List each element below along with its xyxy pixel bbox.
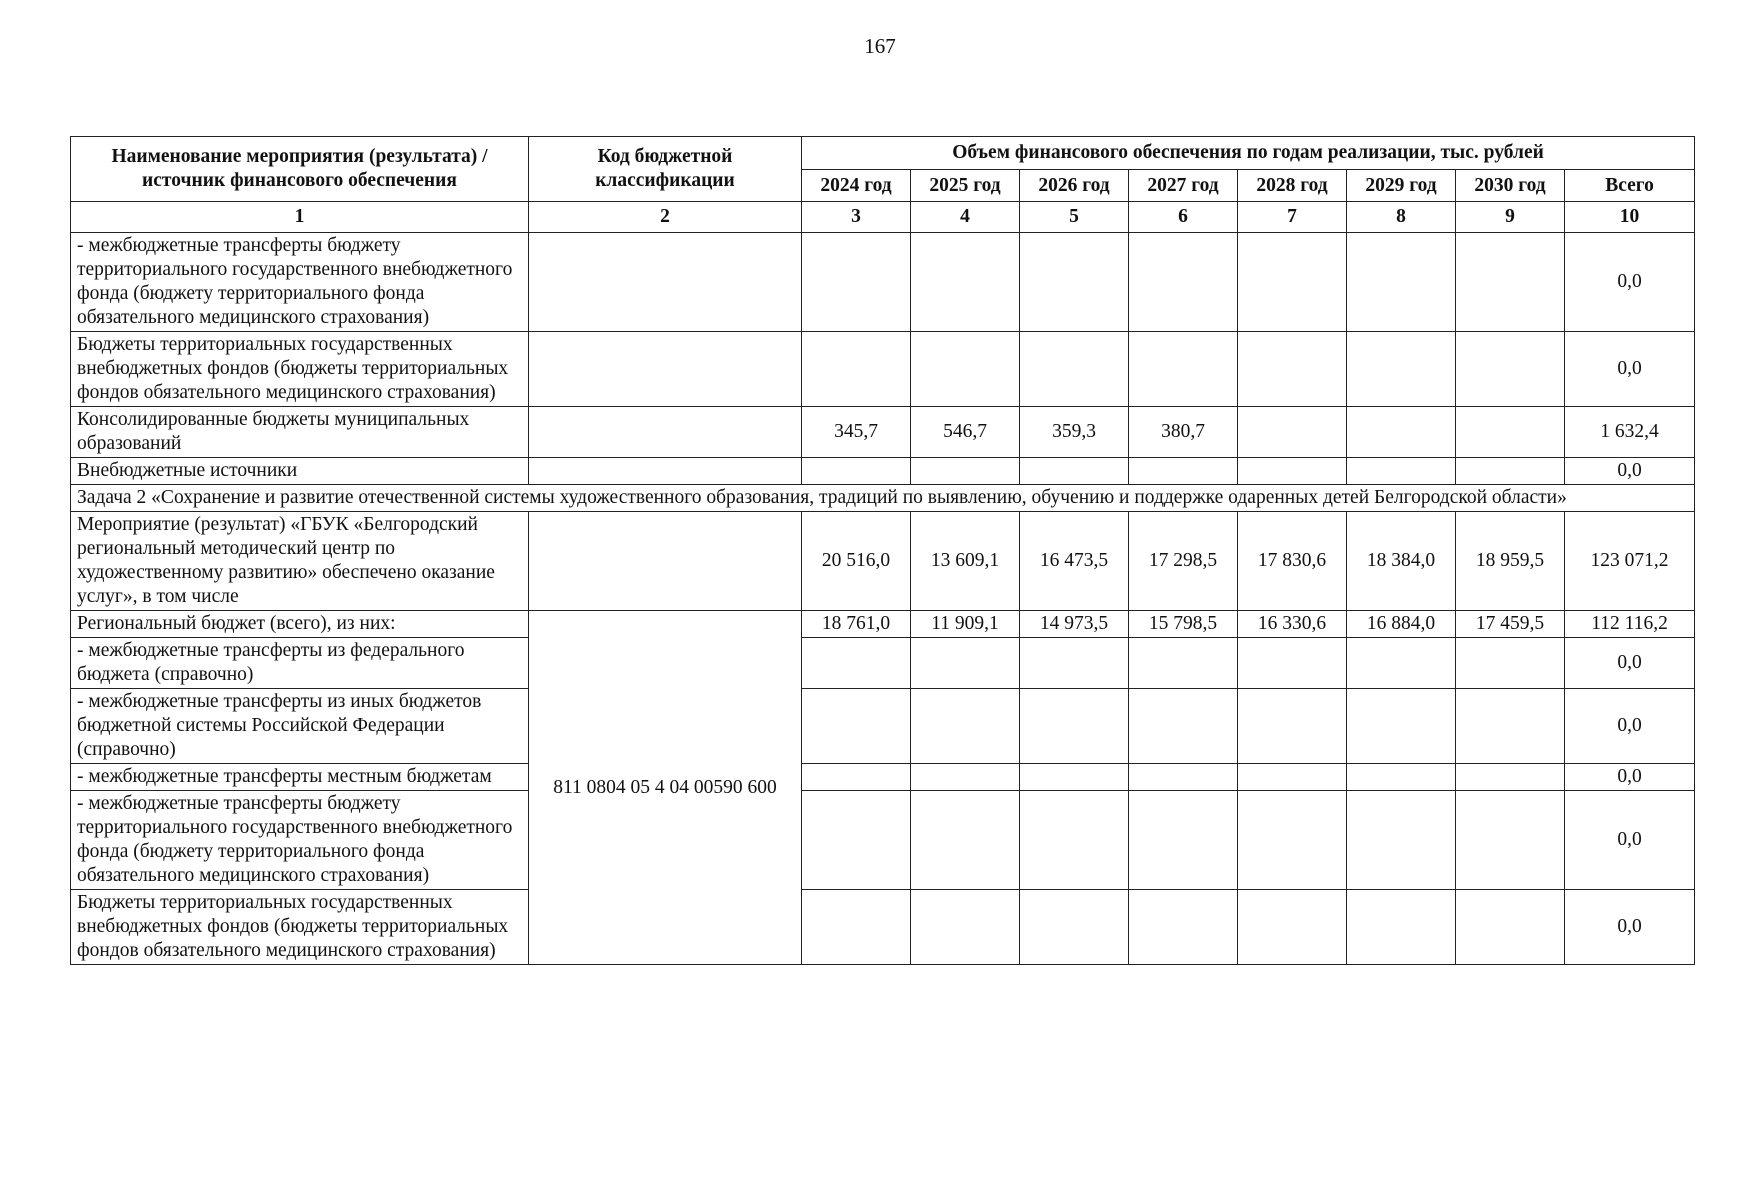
row-value [1020,764,1129,791]
row-code [529,233,802,332]
row-value: 16 884,0 [1347,611,1456,638]
row-total: 0,0 [1565,764,1695,791]
row-value [1238,233,1347,332]
row-value [1238,890,1347,965]
header-year: 2030 год [1456,170,1565,202]
header-year: 2025 год [911,170,1020,202]
row-value [911,458,1020,485]
row-code [529,332,802,407]
table-row [71,890,1695,965]
row-value [1347,764,1456,791]
row-value [1129,791,1238,890]
row-value [802,458,911,485]
table-row [71,791,1695,890]
row-name: Консолидированные бюджеты муниципальных образований [71,407,529,458]
row-value [911,638,1020,689]
row-name: Мероприятие (результат) «ГБУК «Белгородский региональный методический центр по художественному развитию» обеспечено оказание услуг», в том числе [71,512,529,611]
row-value [1020,689,1129,764]
table-row [71,689,1695,764]
row-value [1456,791,1565,890]
row-value [1347,638,1456,689]
row-value [1347,332,1456,407]
header-year: 2029 год [1347,170,1456,202]
page-number: 167 [864,34,896,58]
row-name: - межбюджетные трансферты местным бюджетам [71,764,529,791]
row-value [1347,407,1456,458]
table-row [71,638,1695,689]
row-value [1020,458,1129,485]
column-index: 5 [1020,202,1129,233]
row-value [802,638,911,689]
row-value: 16 473,5 [1020,512,1129,611]
row-value [1129,332,1238,407]
row-value: 359,3 [1020,407,1129,458]
column-index: 9 [1456,202,1565,233]
row-name: - межбюджетные трансферты из федерального бюджета (справочно) [71,638,529,689]
row-value [911,791,1020,890]
row-value: 14 973,5 [1020,611,1129,638]
column-index: 3 [802,202,911,233]
row-name: - межбюджетные трансферты из иных бюджетов бюджетной системы Российской Федерации (справочно) [71,689,529,764]
row-value [802,689,911,764]
row-value: 18 761,0 [802,611,911,638]
row-value: 18 384,0 [1347,512,1456,611]
header-year: 2026 год [1020,170,1129,202]
row-value [1347,890,1456,965]
row-value [1456,764,1565,791]
row-code [529,512,802,611]
table-body [71,233,1695,965]
row-value [1129,233,1238,332]
row-total: 0,0 [1565,638,1695,689]
row-value: 17 298,5 [1129,512,1238,611]
row-value [1347,233,1456,332]
row-value [1238,764,1347,791]
header-total: Всего [1565,170,1695,202]
financing-table [70,136,1695,965]
row-value [802,791,911,890]
row-value [1456,233,1565,332]
row-value [1020,791,1129,890]
row-value [1020,638,1129,689]
row-value [911,890,1020,965]
row-total: 0,0 [1565,458,1695,485]
row-total: 0,0 [1565,791,1695,890]
row-value: 546,7 [911,407,1020,458]
column-index: 1 [71,202,529,233]
table-row [71,512,1695,611]
row-value [1238,791,1347,890]
header-year: 2024 год [802,170,911,202]
row-value: 15 798,5 [1129,611,1238,638]
row-value [1347,791,1456,890]
row-code [529,458,802,485]
row-total: 0,0 [1565,332,1695,407]
header-year: 2027 год [1129,170,1238,202]
row-value: 18 959,5 [1456,512,1565,611]
column-index: 6 [1129,202,1238,233]
row-code [529,407,802,458]
column-index: 8 [1347,202,1456,233]
row-name: - межбюджетные трансферты бюджету территориального государственного внебюджетного фонда (бюджету территориального фонда обязательного медицинского страхования) [71,791,529,890]
row-value: 17 830,6 [1238,512,1347,611]
row-value [1238,638,1347,689]
row-value [1129,458,1238,485]
row-value [1129,689,1238,764]
row-value [1456,332,1565,407]
row-value [1238,689,1347,764]
row-name: Внебюджетные источники [71,458,529,485]
row-value [1238,407,1347,458]
row-value [911,689,1020,764]
row-value: 13 609,1 [911,512,1020,611]
column-index: 10 [1565,202,1695,233]
row-value [1456,407,1565,458]
table-row [71,332,1695,407]
row-name: Бюджеты территориальных государственных внебюджетных фондов (бюджеты территориальных фондов обязательного медицинского страхования) [71,890,529,965]
row-name: Бюджеты территориальных государственных внебюджетных фондов (бюджеты территориальных фондов обязательного медицинского страхования) [71,332,529,407]
row-name: Региональный бюджет (всего), из них: [71,611,529,638]
task-row [71,485,1695,512]
row-value [802,332,911,407]
row-value [1238,458,1347,485]
table-row [71,611,1695,638]
row-value [1238,332,1347,407]
column-index: 2 [529,202,802,233]
header-year: 2028 год [1238,170,1347,202]
row-total: 0,0 [1565,689,1695,764]
column-index: 7 [1238,202,1347,233]
row-value: 345,7 [802,407,911,458]
row-value [1020,890,1129,965]
header-code: Код бюджетной классификации [529,137,802,202]
row-value [1456,689,1565,764]
row-total: 112 116,2 [1565,611,1695,638]
budget-code: 811 0804 05 4 04 00590 600 [529,611,802,965]
row-name: - межбюджетные трансферты бюджету территориального государственного внебюджетного фонда (бюджету территориального фонда обязательного медицинского страхования) [71,233,529,332]
row-value [1129,638,1238,689]
row-value [802,890,911,965]
table-row [71,407,1695,458]
row-value [1347,689,1456,764]
row-value [1129,890,1238,965]
row-value [911,332,1020,407]
row-value [1347,458,1456,485]
header-volume: Объем финансового обеспечения по годам реализации, тыс. рублей [802,137,1695,170]
row-total: 1 632,4 [1565,407,1695,458]
row-total: 0,0 [1565,233,1695,332]
row-value: 20 516,0 [802,512,911,611]
row-total: 123 071,2 [1565,512,1695,611]
row-value [1456,890,1565,965]
table-row [71,458,1695,485]
row-value [802,233,911,332]
row-value [1020,332,1129,407]
row-value [1456,638,1565,689]
row-value: 17 459,5 [1456,611,1565,638]
row-value [911,764,1020,791]
row-value [802,764,911,791]
task-title: Задача 2 «Сохранение и развитие отечественной системы художественного образования, традиций по выявлению, обучению и поддержке одаренных детей Белгородской области» [71,485,1695,512]
row-value: 11 909,1 [911,611,1020,638]
row-value [1456,458,1565,485]
table-header [71,137,1695,233]
row-value: 380,7 [1129,407,1238,458]
row-value [1129,764,1238,791]
table-row [71,233,1695,332]
table-row [71,764,1695,791]
row-value [1020,233,1129,332]
row-total: 0,0 [1565,890,1695,965]
header-name: Наименование мероприятия (результата) / источник финансового обеспечения [71,137,529,202]
column-index: 4 [911,202,1020,233]
row-value: 16 330,6 [1238,611,1347,638]
row-value [911,233,1020,332]
